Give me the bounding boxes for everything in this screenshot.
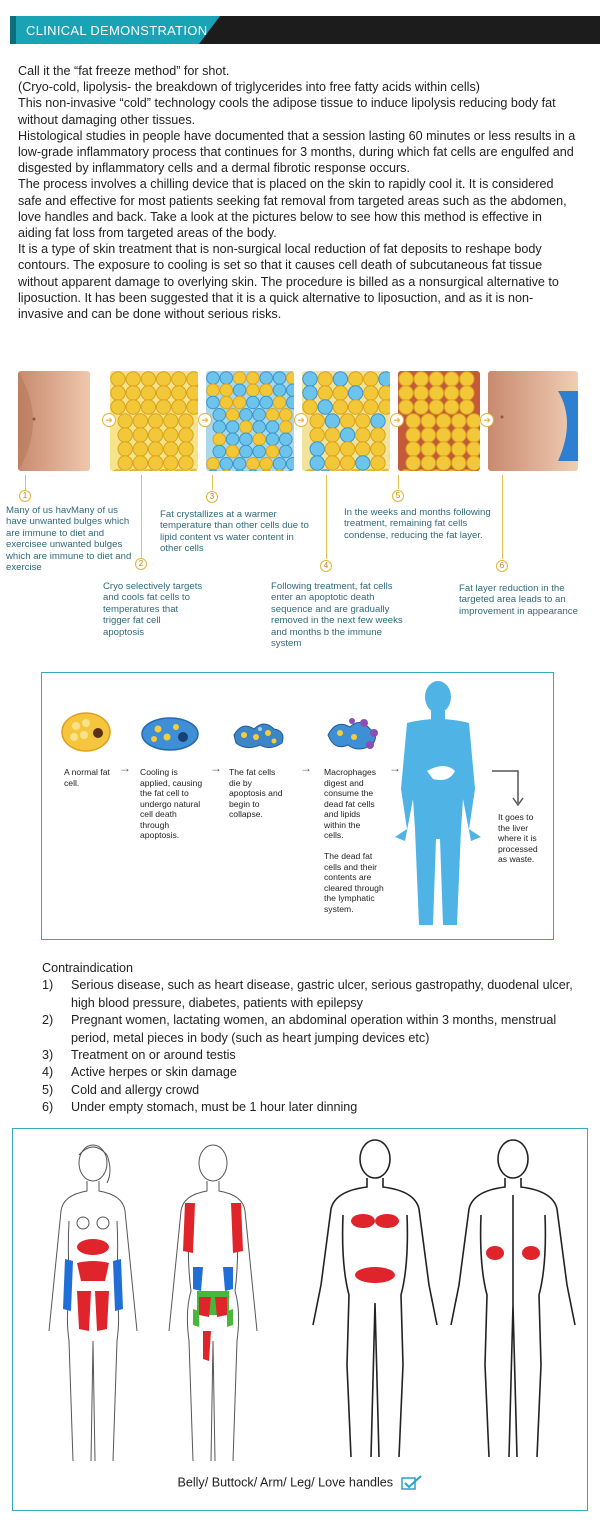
intro-paragraph: Histological studies in people have documented that a session lasting 60 minutes or less results in a low-grade inflammatory process that continues for 3 months, during which fat cells are engulfed and disgested by inflammatory cells and a dermal fibrotic response occurs. [18, 128, 576, 176]
list-item: 2) Pregnant women, lactating women, an abdominal operation within 3 months, menstrual period, metal pieces in body (such as heart jumping devices etc) [42, 1013, 557, 1045]
apoptosis-image [302, 371, 390, 471]
step-number: 3 [206, 491, 218, 503]
treatment-areas-panel [12, 1128, 588, 1511]
human-body-icon [385, 679, 491, 931]
male-front-figure [305, 1135, 445, 1471]
male-back-figure [443, 1135, 583, 1471]
skin-bulge-image [18, 371, 90, 471]
arrow-right-icon: ➔ [198, 413, 212, 427]
intro-paragraph: (Cryo-cold, lipolysis- the breakdown of triglycerides into free fatty acids within cells) [18, 80, 480, 95]
arrow-right-icon: ➔ [294, 413, 308, 427]
step-text: Following treatment, fat cells enter an apoptotic death sequence and are gradually removed in the next few weeks and months b the immune system [271, 581, 403, 650]
arrow-right-icon: ➔ [480, 413, 494, 427]
slim-skin-image [488, 371, 578, 471]
fat-cells-image [110, 371, 198, 471]
section-title: CLINICAL DEMONSTRATION [26, 23, 208, 38]
leader-line [141, 475, 142, 558]
cells-die-text: The fat cells die by apoptosis and begin to collapse. [229, 767, 283, 819]
macrophages-icon [322, 713, 382, 755]
section-header [10, 16, 600, 44]
condensed-fat-image [398, 371, 480, 471]
step-text: In the weeks and months following treatment, remaining fat cells condense, reducing the fat layer. [344, 507, 491, 541]
liver-text: It goes to the liver where it is processed as waste. [498, 812, 538, 864]
fat-crystals-image [206, 371, 294, 471]
arrow-right-icon: → [300, 761, 312, 775]
step-text: Fat layer reduction in the targeted area leads to an improvement in appearance [459, 583, 578, 617]
list-item: 5) Cold and allergy crowd [42, 1082, 200, 1097]
arrow-right-icon: ➔ [102, 413, 116, 427]
contraindication-section [42, 960, 582, 1117]
treatment-steps [0, 475, 600, 665]
fat-cell-process-diagram [41, 672, 554, 940]
intro-text [18, 63, 578, 322]
step-number: 1 [19, 490, 31, 502]
list-item: 4) Active herpes or skin damage [42, 1065, 237, 1080]
normal-fat-cell-icon [60, 711, 112, 753]
intro-paragraph: It is a type of skin treatment that is non-surgical local reduction of fat deposits to reshape body contours. The exposure to cooling is set so that it causes cell death of subcutaneous fat tissue without apparent damage to overlying skin. The procedure is billed as a nonsurgical alternative to liposuction. It has been suggested that it is a quick alternative to liposuction, and as it is non-invasive and can be done without serious risks. [18, 242, 559, 322]
contraindication-title: Contraindication [42, 961, 134, 975]
dying-fat-cells-icon [230, 717, 290, 753]
step-text: Many of us havMany of us have unwanted bulges which are immune to diet and exercisee unwanted bulges which are immune to diet and exercise [6, 505, 132, 574]
leader-line [25, 475, 26, 490]
arrow-right-icon: ➔ [390, 413, 404, 427]
leader-line [502, 475, 503, 559]
cooled-fat-cell-icon [140, 713, 200, 753]
leader-line [212, 475, 213, 490]
arrow-right-icon: → [210, 761, 222, 775]
treatment-areas-caption: Belly/ Buttock/ Arm/ Leg/ Love handles [13, 1475, 587, 1491]
header-stripe [10, 16, 16, 44]
intro-paragraph: Call it the “fat freeze method” for shot. [18, 64, 230, 78]
list-item: 1) Serious disease, such as heart disease, gastric ulcer, serious gastropathy, duodenal ulcer, high blood pressure, diabetes, patients with epilepsy [42, 978, 573, 1010]
step-number: 2 [135, 558, 147, 570]
macrophages-text: Macrophages digest and consume the dead fat cells and lipids within the cells. [324, 767, 377, 840]
checkbox-check-icon [401, 1475, 423, 1491]
down-arrow-icon [490, 769, 526, 809]
step-text: Cryo selectively targets and cools fat cells to temperatures that trigger fat cell apoptosis [103, 581, 203, 638]
intro-paragraph: The process involves a chilling device that is placed on the skin to rapidly cool it. It is considered safe and effective for most patients seeking fat removal from targeted areas such as the abdomen, love handles and back. Take a look at the pictures below to see how this method is effective in aiding fat loss from targeted areas of the body. [18, 177, 567, 241]
treatment-image-strip [18, 371, 578, 473]
step-text: Fat crystallizes at a warmer temperature than other cells due to lipid content vs water content in other cells [160, 509, 309, 555]
normal-cell-text: A normal fat cell. [64, 767, 110, 788]
list-item: 6) Under empty stomach, must be 1 hour later dinning [42, 1100, 358, 1115]
step-number: 4 [320, 560, 332, 572]
intro-paragraph: This non-invasive “cold” technology cools the adipose tissue to induce lipolysis reducing body fat without damaging other tissues. [18, 96, 556, 127]
female-back-figure [163, 1141, 263, 1471]
list-item: 3) Treatment on or around testis [42, 1048, 236, 1063]
step-number: 6 [496, 560, 508, 572]
female-front-figure [43, 1141, 143, 1471]
step-number: 5 [392, 490, 404, 502]
cooling-text: Cooling is applied, causing the fat cell to undergo natural cell death through apoptosis. [140, 767, 203, 840]
arrow-right-icon: → [389, 761, 401, 775]
lymphatic-text: The dead fat cells and their contents are cleared through the lymphatic system. [324, 851, 384, 914]
leader-line [326, 475, 327, 559]
leader-line [398, 475, 399, 489]
arrow-right-icon: → [119, 761, 131, 775]
